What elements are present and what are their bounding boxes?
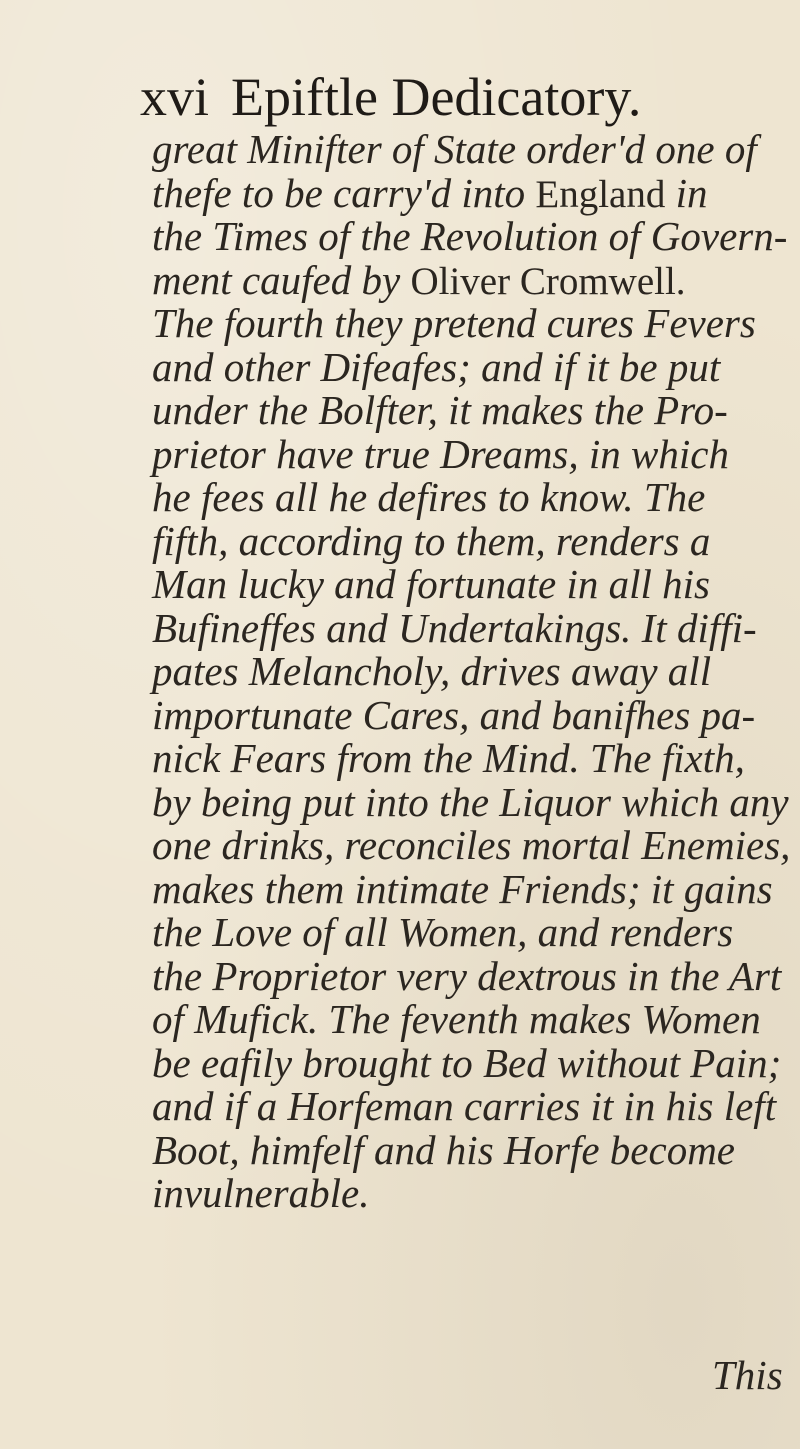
text-line	[152, 604, 792, 651]
italic-segment: great Minifter of State order'd one of	[152, 126, 757, 172]
roman-segment: England	[535, 172, 666, 216]
italic-segment: Boot, himfelf and his Horfe become	[152, 1126, 736, 1173]
text-line	[152, 1039, 792, 1086]
text-line	[152, 517, 792, 564]
text-line	[152, 389, 792, 433]
italic-segment: Bufineffes and Undertakings. It diffi-	[152, 604, 757, 651]
italic-segment: Man lucky and fortunate in all his	[152, 561, 710, 607]
text-line	[152, 563, 792, 607]
italic-segment: thefe to be carry'd into	[152, 169, 536, 216]
italic-segment: of Mufick. The feventh makes Women	[152, 996, 761, 1042]
text-line	[152, 650, 792, 694]
italic-segment: pates Melancholy, drives away all	[152, 648, 712, 694]
italic-segment: one drinks, reconciles mortal Enemies,	[152, 822, 791, 868]
text-line	[152, 865, 792, 912]
text-line	[152, 824, 792, 868]
text-line	[152, 343, 792, 390]
italic-segment: makes them intimate Friends; it gains	[152, 865, 773, 912]
text-line	[152, 128, 792, 172]
italic-segment: he fees all he defires to know. The	[152, 474, 706, 520]
text-line	[152, 302, 792, 346]
italic-segment: be eafily brought to Bed without Pain;	[152, 1039, 782, 1086]
page-number: xvi	[140, 67, 210, 127]
running-header	[140, 62, 700, 132]
italic-segment: the Times of the Revolution of Govern-	[152, 213, 788, 259]
text-line	[152, 952, 792, 999]
catchword: This	[712, 1352, 783, 1398]
italic-segment: under the Bolfter, it makes the Pro-	[152, 387, 728, 433]
body-text	[152, 128, 792, 1216]
italic-segment: The fourth they pretend cures Fevers	[152, 300, 756, 346]
text-line	[152, 691, 792, 738]
roman-segment: Oliver Cromwell.	[410, 259, 686, 303]
text-line	[152, 1126, 792, 1173]
text-line	[152, 778, 792, 825]
italic-segment: importunate Cares, and banifhes pa-	[152, 691, 756, 738]
running-title: Epiftle Dedicatory.	[231, 67, 642, 127]
italic-segment: the Love of all Women, and renders	[152, 909, 734, 955]
italic-segment: ment caufed by	[152, 256, 411, 303]
italic-segment: and if a Horfeman carries it in his left	[152, 1083, 777, 1129]
text-line	[152, 256, 792, 303]
italic-segment: prietor have true Dreams, in which	[152, 430, 729, 477]
text-line	[152, 1172, 792, 1216]
text-line	[152, 169, 792, 216]
text-line	[152, 430, 792, 477]
text-line	[152, 476, 792, 520]
italic-segment: invulnerable.	[152, 1170, 370, 1216]
italic-segment: and other Difeafes; and if it be put	[152, 343, 721, 390]
text-line	[152, 911, 792, 955]
text-line	[152, 737, 792, 781]
italic-segment: nick Fears from the Mind. The fixth,	[152, 735, 745, 781]
italic-segment: the Proprietor very dextrous in the Art	[152, 952, 782, 999]
italic-segment: in	[665, 169, 708, 216]
italic-segment: fifth, according to them, renders a	[152, 517, 711, 564]
text-line	[152, 1085, 792, 1129]
text-line	[152, 998, 792, 1042]
text-line	[152, 215, 792, 259]
italic-segment: by being put into the Liquor which any	[152, 778, 789, 825]
